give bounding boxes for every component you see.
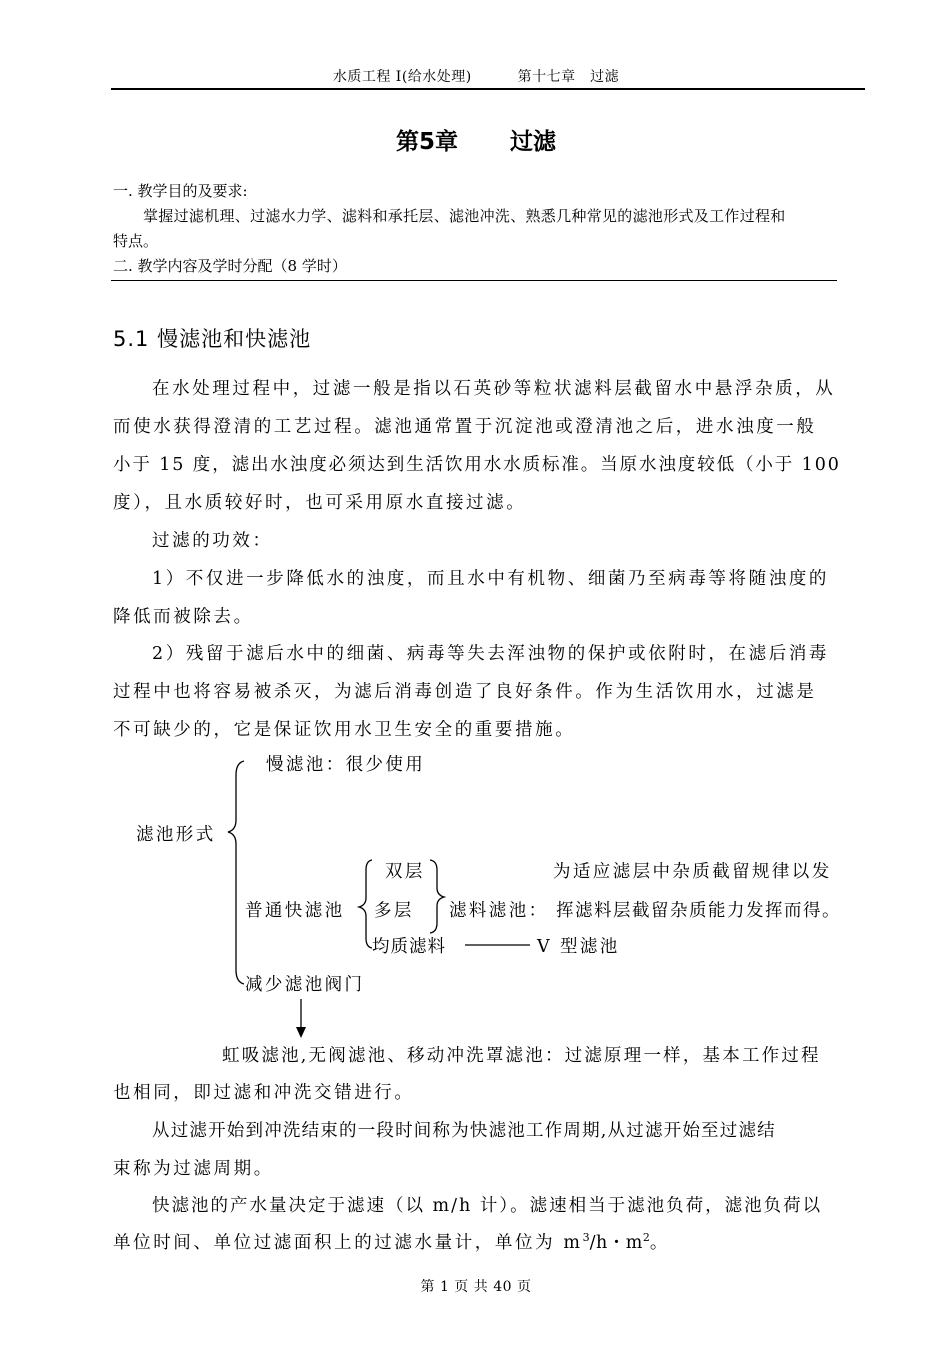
p4-line3: 不可缺少的，它是保证饮用水卫生安全的重要措施。 — [113, 720, 576, 740]
p7-unit-mid: /h・m — [589, 1233, 643, 1253]
p7-sup-3: 3 — [582, 1231, 590, 1245]
p1-line1: 在水处理过程中，过滤一般是指以石英砂等粒状滤料层截留水中悬浮杂质，从 — [152, 379, 836, 399]
diagram-valve: 减少滤池阀门 — [245, 975, 365, 995]
p4-line1: 2）残留于滤后水中的细菌、病毒等失去浑浊物的保护或依附时，在滤后消毒 — [152, 644, 830, 664]
diagram-note1: 为适应滤层中杂质截留规律以发 — [553, 862, 832, 882]
header-chapter: 第十七章 过滤 — [517, 69, 620, 85]
diagram-uniform: 均质滤料 — [372, 937, 446, 957]
main-brace — [228, 761, 244, 984]
section-title: 5.1 慢滤池和快滤池 — [113, 327, 312, 351]
p6-line1: 从过滤开始到冲洗结束的一段时间称为快滤池工作周期,从过滤开始至过滤结 — [152, 1121, 776, 1141]
down-arrow-head — [296, 1027, 306, 1038]
diagram-slow-filter: 慢滤池：很少使用 — [266, 755, 426, 775]
objectives-heading: 一. 教学目的及要求: — [113, 182, 248, 200]
diagram-double: 双层 — [385, 862, 425, 882]
p1-line4: 度），且水质较好时，也可采用原水直接过滤。 — [113, 493, 527, 513]
p7-line2-text: 单位时间、单位过滤面积上的过滤水量计，单位为 m — [113, 1233, 583, 1253]
diagram-rapid-filter: 普通快滤池 — [245, 901, 345, 921]
p1-line3: 小于 15 度，滤出水浊度必须达到生活饮用水水质标准。当原水浊度较低（小于 100 — [113, 455, 841, 475]
header-course: 水质工程 I(给水处理) — [332, 69, 472, 85]
p1-line2: 而使水获得澄清的工艺过程。滤池通常置于沉淀池或澄清池之后，进水浊度一般 — [113, 417, 817, 437]
diagram-media-filter: 滤料滤池： — [449, 901, 549, 921]
diagram-v-filter: V 型滤池 — [537, 937, 620, 957]
p4-line2: 过程中也将容易被杀灭，为滤后消毒创造了良好条件。作为生活饮用水，过滤是 — [113, 682, 817, 702]
objectives-line1: 掌握过滤机理、过滤水力学、滤料和承托层、滤池冲洗、熟悉几种常见的滤池形式及工作过程和 — [143, 207, 786, 225]
page-footer: 第 1 页 共 40 页 — [420, 1279, 532, 1295]
diagram-note2: 挥滤料层截留杂质能力发挥而得。 — [556, 901, 841, 921]
p7-line2 — [113, 1229, 670, 1254]
objectives-line2: 特点。 — [113, 232, 159, 250]
p5-line1: 虹吸滤池,无阀滤池、移动冲洗罩滤池：过滤原理一样，基本工作过程 — [222, 1046, 821, 1066]
p6-line2: 束称为过滤周期。 — [113, 1159, 274, 1179]
p7-line1: 快滤池的产水量决定于滤速（以 m/h 计）。滤速相当于滤池负荷，滤池负荷以 — [152, 1196, 823, 1216]
p3-line2: 降低而被除去。 — [113, 607, 254, 627]
p7-sup-2: 2 — [642, 1231, 650, 1245]
right-brace — [430, 860, 444, 933]
chapter-name: 过滤 — [510, 129, 557, 155]
content-heading: 二. 教学内容及学时分配（8 学时） — [113, 257, 347, 275]
inner-left-brace — [359, 860, 372, 948]
p2: 过滤的功效： — [152, 531, 273, 551]
diagram-root: 滤池形式 — [136, 825, 216, 845]
p5-line2: 也相同，即过滤和冲洗交错进行。 — [113, 1083, 415, 1103]
chapter-number: 第5章 — [395, 129, 458, 155]
p3-line1: 1）不仅进一步降低水的浊度，而且水中有机物、细菌乃至病毒等将随浊度的 — [152, 569, 830, 589]
diagram-multi: 多层 — [374, 901, 414, 921]
p7-end: 。 — [649, 1233, 670, 1253]
